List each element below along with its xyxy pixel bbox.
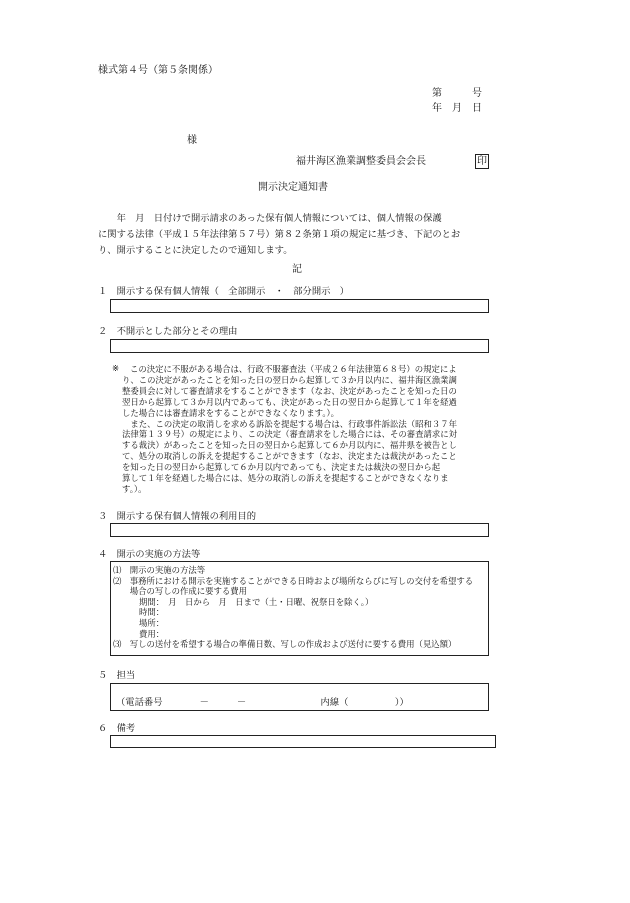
section6-heading: ６ 備考 [98,723,136,734]
section5-box[interactable] [110,683,489,711]
intro-line: に関する法律（平成１５年法律第５７号）第８２条第１項の規定に基づき、下記のとお [98,229,461,240]
objection-notice [122,364,457,495]
intro-line: り、開示することに決定したので通知します。 [98,245,293,256]
notice-line: て、処分の取消しの訴えを提起することができます（なお、決定または裁決があったこと [122,451,457,462]
section1-heading: １ 開示する保有個人情報（ 全部開示 ・ 部分開示 ） [98,286,350,297]
notice-line: を知った日の翌日から起算して６か月以内であっても、決定または裁決の翌日から起 [122,462,441,473]
section5-heading: ５ 担当 [98,670,136,681]
notice-line: 整委員会に対して審査請求をすることができます（なお、決定があったことを知った日の [122,385,457,396]
notice-line: り、この決定があったことを知った日の翌日から起算して３か月以内に、福井海区漁業調 [122,374,457,385]
document-title: 開示決定通知書 [258,182,328,193]
notice-mark: ※ [112,363,120,373]
method-item: 場合の写しの作成に要する費用 [113,586,247,597]
method-item: ⑶ 写しの送付を希望する場合の準備日数、写しの作成および送付に要する費用（見込額） [113,639,457,650]
section3-field[interactable] [110,523,489,537]
notice-line: また、この決定の取消しを求める訴訟を提起する場合は、行政事件訴訟法（昭和３７年 [122,418,457,429]
contact-phone-line: （電話番号 － － 内線（ ）） [116,697,409,708]
section4-box[interactable] [110,561,489,656]
issuer-name: 福井海区漁業調整委員会会長 [296,156,426,167]
method-item: ⑴ 開示の実施の方法等 [113,565,206,575]
section1-field[interactable] [110,299,489,313]
method-time: 時間： [139,607,165,618]
method-item: ⑵ 事務所における開示を実施することができる日時および場所ならびに写しの交付を希望する [113,575,474,586]
section4-heading: ４ 開示の実施の方法等 [98,549,201,560]
notice-line: 翌日から起算して３か月以内であっても、決定があった日の翌日から起算して１年を経過 [122,396,457,407]
method-period: 期間： 月 日から 月 日まで（土・日曜、祝祭日を除く。） [139,596,374,607]
form-label: 様式第４号（第５条関係） [98,65,218,76]
notice-line: この決定に不服がある場合は、行政不服審査法（平成２６年法律第６８号）の規定によ [130,364,457,374]
section3-heading: ３ 開示する保有個人情報の利用目的 [98,511,257,522]
addressee: 様 [187,135,197,146]
ki-heading: 記 [292,264,302,275]
notice-line: する裁決）があったことを知った日の翌日から起算して６か月以内に、福井県を被告とし [122,440,457,451]
section2-field[interactable] [110,339,489,353]
seal-mark: 印 [477,156,487,167]
document-number: 第 号 [432,88,482,99]
notice-line: 法律第１３９号）の規定により、この決定（審査請求をした場合には、その審査請求に対 [122,429,457,440]
notice-line: す。）。 [122,483,147,494]
notice-line: 算して１年を経過した場合には、処分の取消しの訴えを提起することができなくなりま [122,473,449,484]
section6-field[interactable] [110,735,496,748]
method-place: 場所： [139,617,165,628]
method-cost: 費用： [139,628,165,639]
intro-line: 年 月 日付けで開示請求のあった保有個人情報については、個人情報の保護 [98,213,442,224]
document-date: 年 月 日 [432,103,482,114]
notice-line: した場合には審査請求をすることができなくなります。）。 [122,407,340,418]
section2-heading: ２ 不開示とした部分とその理由 [98,326,238,337]
intro-paragraph [98,211,460,259]
section4-content [113,565,473,650]
